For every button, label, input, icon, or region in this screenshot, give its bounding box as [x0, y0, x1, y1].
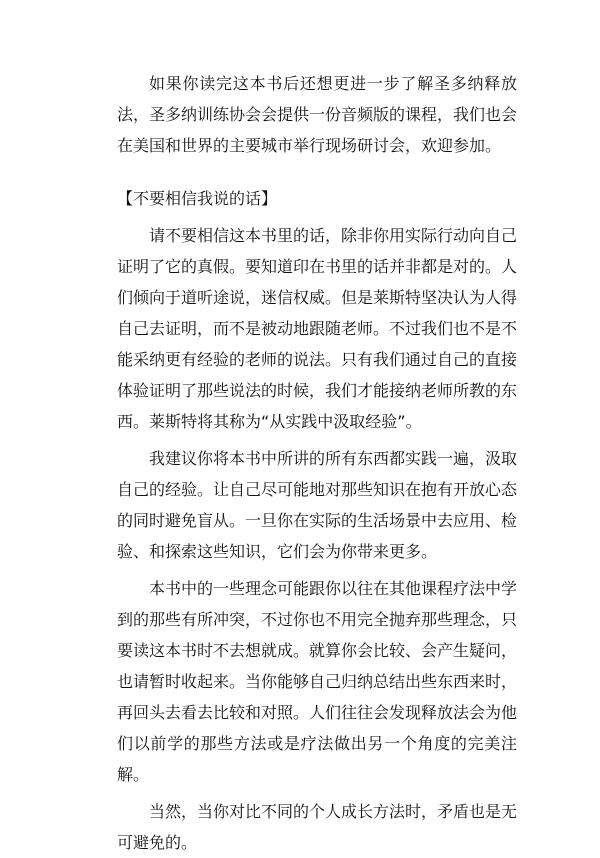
body-paragraph-3: 本书中的一些理念可能跟你以往在其他课程疗法中学到的那些有所冲突，不过你也不用完全抛弃那些理念，只要读这本书时不去想就成。就算你会比较、会产生疑问，也请暂时收起来。当你能够自己归纳总结出些东西来时，再回头去看去比较和对照。人们往往会发现释放法会为他们以前学的那些方法或是疗法做出另一个角度的完美注解。: [117, 579, 518, 784]
section-heading: 【不要相信我说的话】: [117, 189, 278, 208]
document-body: [117, 68, 517, 858]
body-paragraph-4: 当然，当你对比不同的个人成长方法时，矛盾也是无可避免的。: [117, 802, 518, 852]
body-paragraph-1: 请不要相信这本书里的话，除非你用实际行动向自己证明了它的真假。要知道印在书里的话并非都是对的。人们倾向于道听途说，迷信权威。但是莱斯特坚决认为人得自己去证明，而不是被动地跟随老师。不过我们也不是不能采纳更有经验的老师的说法。只有我们通过自己的直接体验证明了那些说法的时候，我们才能接纳老师所教的东西。莱斯特将其称为“从实践中汲取经验”。: [117, 226, 518, 431]
body-paragraph-2: 我建议你将本书中所讲的所有东西都实践一遍，汲取自己的经验。让自己尽可能地对那些知识在抱有开放心态的同时避免盲从。一旦你在实际的生活场景中去应用、检验、和探索这些知识，它们会为你带来更多。: [117, 449, 518, 561]
intro-paragraph: 如果你读完这本书后还想更进一步了解圣多纳释放法，圣多纳训练协会会提供一份音频版的课程，我们也会在美国和世界的主要城市举行现场研讨会，欢迎参加。: [117, 74, 518, 155]
